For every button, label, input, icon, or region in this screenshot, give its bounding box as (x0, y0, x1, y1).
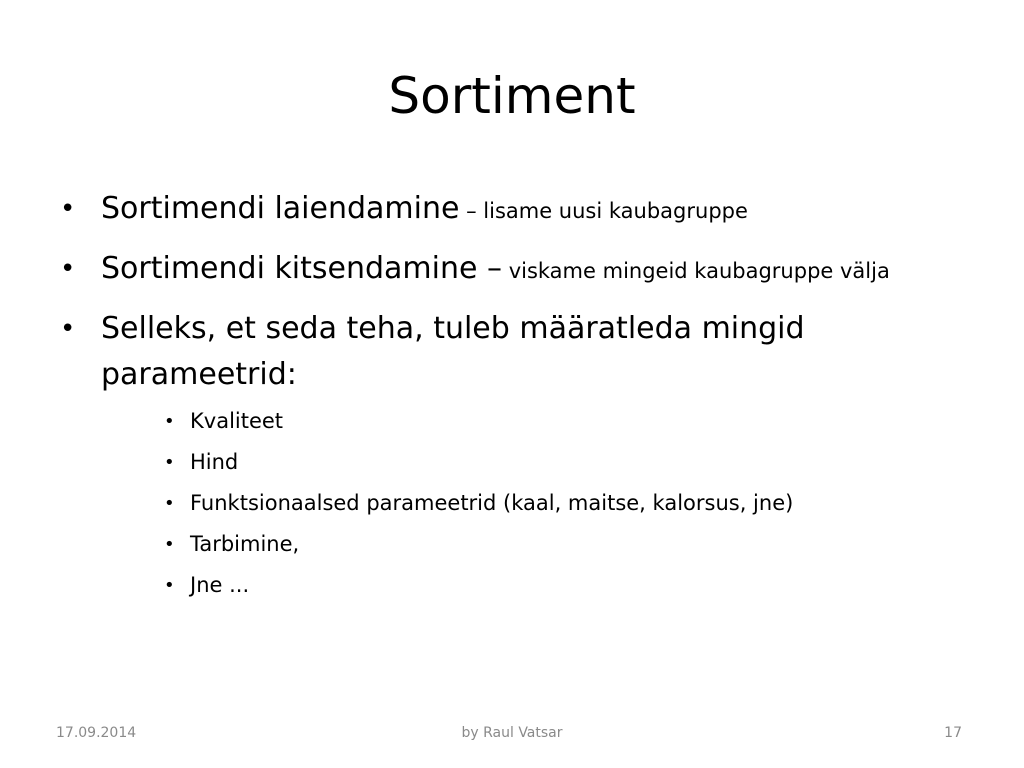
sub-bullet-item (56, 529, 976, 560)
sub-bullet-item (56, 488, 976, 519)
bullet-main-text: Selleks, et seda teha, tuleb määratleda mingid parameetrid: (101, 311, 805, 392)
sub-bullet-list (56, 406, 976, 601)
sub-bullet-text: Hind (190, 450, 239, 474)
sub-bullet-icon: • (164, 452, 175, 473)
bullet-item (56, 246, 976, 294)
sub-bullet-icon: • (164, 411, 175, 432)
sub-bullet-icon: • (164, 534, 175, 555)
bullet-item (56, 306, 976, 398)
bullet-icon: • (60, 254, 76, 284)
sub-bullet-item (56, 570, 976, 601)
bullet-main-text: Sortimendi kitsendamine – (101, 251, 503, 286)
slide-content (56, 186, 976, 611)
sub-bullet-icon: • (164, 575, 175, 596)
sub-bullet-text: Jne ... (190, 573, 250, 597)
sub-bullet-item (56, 406, 976, 437)
sub-bullet-text: Funktsionaalsed parameetrid (kaal, maitse, kalorsus, jne) (190, 491, 794, 515)
sub-bullet-text: Kvaliteet (190, 409, 284, 433)
bullet-item (56, 186, 976, 234)
bullet-icon: • (60, 194, 76, 224)
footer-author: by Raul Vatsar (461, 725, 563, 741)
bullet-suffix-text: viskame mingeid kaubagruppe välja (502, 259, 890, 283)
bullet-suffix-text: – lisame uusi kaubagruppe (459, 199, 748, 223)
bullet-main-text: Sortimendi laiendamine (101, 191, 460, 226)
bullet-icon: • (60, 314, 76, 344)
sub-bullet-icon: • (164, 493, 175, 514)
footer-date: 17.09.2014 (56, 725, 137, 741)
page-number: 17 (944, 725, 962, 741)
slide-title: Sortiment (388, 67, 636, 125)
sub-bullet-text: Tarbimine, (190, 532, 300, 556)
sub-bullet-item (56, 447, 976, 478)
